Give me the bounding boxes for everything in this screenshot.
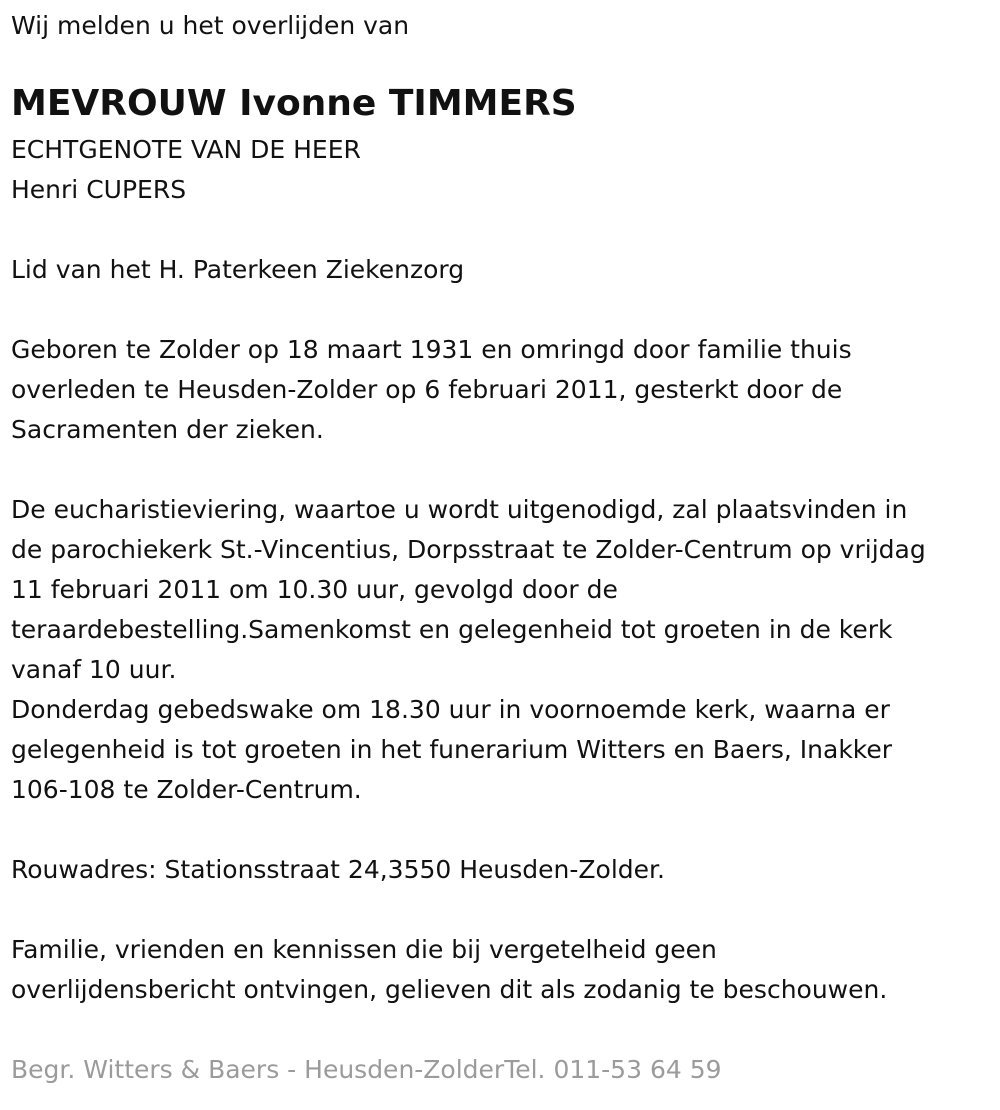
- spouse-name: Henri CUPERS: [11, 175, 187, 204]
- funeral-home-footer: Begr. Witters & Baers - Heusden-ZolderTel. 011-53 64 59: [11, 1055, 722, 1084]
- paragraph-line: Geboren te Zolder op 18 maart 1931 en omringd door familie thuis: [11, 335, 852, 364]
- closing-paragraph: [11, 930, 996, 1010]
- spacer: [11, 210, 996, 250]
- paragraph-line: overleden te Heusden-Zolder op 6 februari 2011, gesterkt door de: [11, 375, 843, 404]
- paragraph-line: 11 februari 2011 om 10.30 uur, gevolgd door de: [11, 575, 618, 604]
- paragraph-line: De eucharistieviering, waartoe u wordt uitgenodigd, zal plaatsvinden in: [11, 495, 908, 524]
- paragraph-line: overlijdensbericht ontvingen, gelieven dit als zodanig te beschouwen.: [11, 975, 888, 1004]
- ceremony-paragraph: [11, 490, 996, 810]
- mourning-address: Rouwadres: Stationsstraat 24,3550 Heusden-Zolder.: [11, 855, 665, 884]
- paragraph-line: teraardebestelling.Samenkomst en gelegenheid tot groeten in de kerk: [11, 615, 893, 644]
- deceased-name: MEVROUW Ivonne TIMMERS: [11, 83, 577, 124]
- spacer: [11, 1010, 996, 1050]
- paragraph-line: Donderdag gebedswake om 18.30 uur in voornoemde kerk, waarna er: [11, 695, 890, 724]
- spacer: [11, 290, 996, 330]
- membership-text: Lid van het H. Paterkeen Ziekenzorg: [11, 255, 465, 284]
- paragraph-line: Sacramenten der zieken.: [11, 415, 324, 444]
- birth-death-paragraph: [11, 330, 996, 450]
- paragraph-line: de parochiekerk St.-Vincentius, Dorpsstraat te Zolder-Centrum op vrijdag: [11, 535, 926, 564]
- intro-text: Wij melden u het overlijden van: [11, 11, 410, 40]
- paragraph-line: gelegenheid is tot groeten in het funerarium Witters en Baers, Inakker: [11, 735, 893, 764]
- spacer: [11, 450, 996, 490]
- paragraph-line: Familie, vrienden en kennissen die bij vergetelheid geen: [11, 935, 717, 964]
- paragraph-line: 106-108 te Zolder-Centrum.: [11, 775, 362, 804]
- obituary-notice: [11, 6, 996, 1090]
- paragraph-line: vanaf 10 uur.: [11, 655, 177, 684]
- spouse-label: ECHTGENOTE VAN DE HEER: [11, 135, 361, 164]
- spacer: [11, 810, 996, 850]
- spacer: [11, 890, 996, 930]
